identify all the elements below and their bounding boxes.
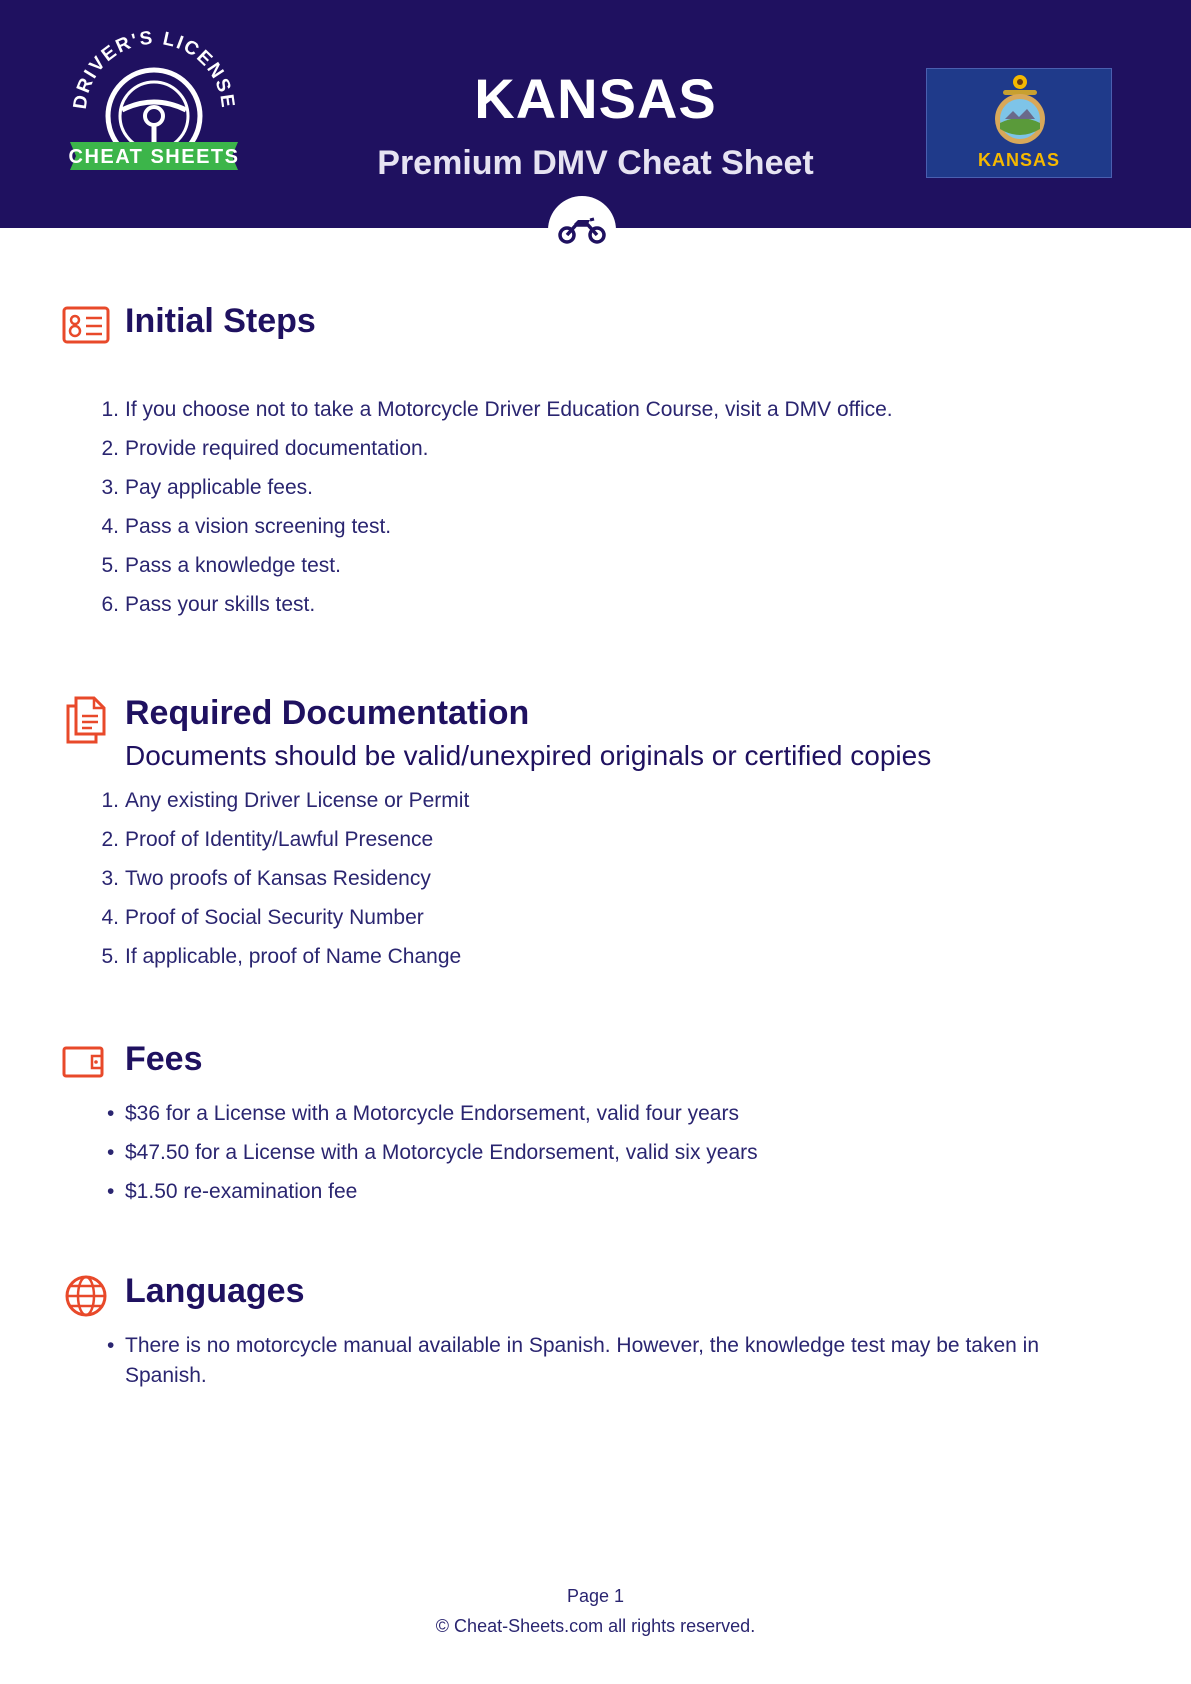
page-header	[0, 0, 1191, 228]
list-item: 3. Pay applicable fees.	[101, 476, 313, 499]
section-title: Required Documentation	[125, 694, 530, 732]
section-title: Languages	[125, 1272, 305, 1310]
list-item: 6. Pass your skills test.	[101, 593, 316, 616]
list-item: 2. Proof of Identity/Lawful Presence	[101, 828, 434, 851]
list-item: • There is no motorcycle manual available in Spanish. However, the knowledge test may be taken in Spanish.	[125, 1331, 1125, 1391]
list-item: 5. Pass a knowledge test.	[101, 554, 341, 577]
globe-icon	[62, 1272, 110, 1320]
list-item: 1. If you choose not to take a Motorcycle Driver Education Course, visit a DMV office.	[101, 398, 893, 421]
site-logo	[66, 24, 242, 182]
list-item: 1. Any existing Driver License or Permit	[101, 789, 470, 812]
section-subtitle: Documents should be valid/unexpired originals or certified copies	[125, 740, 932, 771]
fees-list	[125, 1099, 1125, 1216]
list-item: 4. Proof of Social Security Number	[101, 906, 424, 929]
svg-text:CHEAT SHEETS: CHEAT SHEETS	[68, 146, 240, 168]
list-item: 4. Pass a vision screening test.	[101, 515, 392, 538]
svg-text:DRIVER'S LICENSE: DRIVER'S LICENSE	[69, 27, 239, 111]
id-card-icon	[62, 302, 110, 350]
section-title: Initial Steps	[125, 302, 316, 340]
title-block	[300, 66, 891, 186]
list-item: 3. Two proofs of Kansas Residency	[101, 867, 431, 890]
list-item: • $1.50 re-examination fee	[125, 1177, 1125, 1207]
initial-steps-list	[101, 395, 1125, 629]
documentation-list	[101, 786, 1125, 981]
wallet-icon	[62, 1040, 110, 1088]
motorcycle-icon	[558, 216, 606, 244]
list-item: • $36 for a License with a Motorcycle Endorsement, valid four years	[125, 1099, 1125, 1129]
page-number: Page 1	[566, 1586, 625, 1606]
flag-label: KANSAS	[977, 150, 1060, 170]
documents-icon	[62, 696, 110, 744]
page-subtitle: Premium DMV Cheat Sheet	[377, 144, 814, 182]
languages-list	[125, 1331, 1125, 1400]
state-title: KANSAS	[474, 67, 717, 130]
kansas-flag	[926, 68, 1112, 178]
list-item: • $47.50 for a License with a Motorcycle Endorsement, valid six years	[125, 1138, 1125, 1168]
section-title: Fees	[125, 1040, 203, 1078]
copyright-text: © Cheat-Sheets.com all rights reserved.	[435, 1616, 756, 1636]
category-badge	[548, 196, 616, 264]
list-item: 2. Provide required documentation.	[101, 437, 429, 460]
list-item: 5. If applicable, proof of Name Change	[101, 945, 462, 968]
